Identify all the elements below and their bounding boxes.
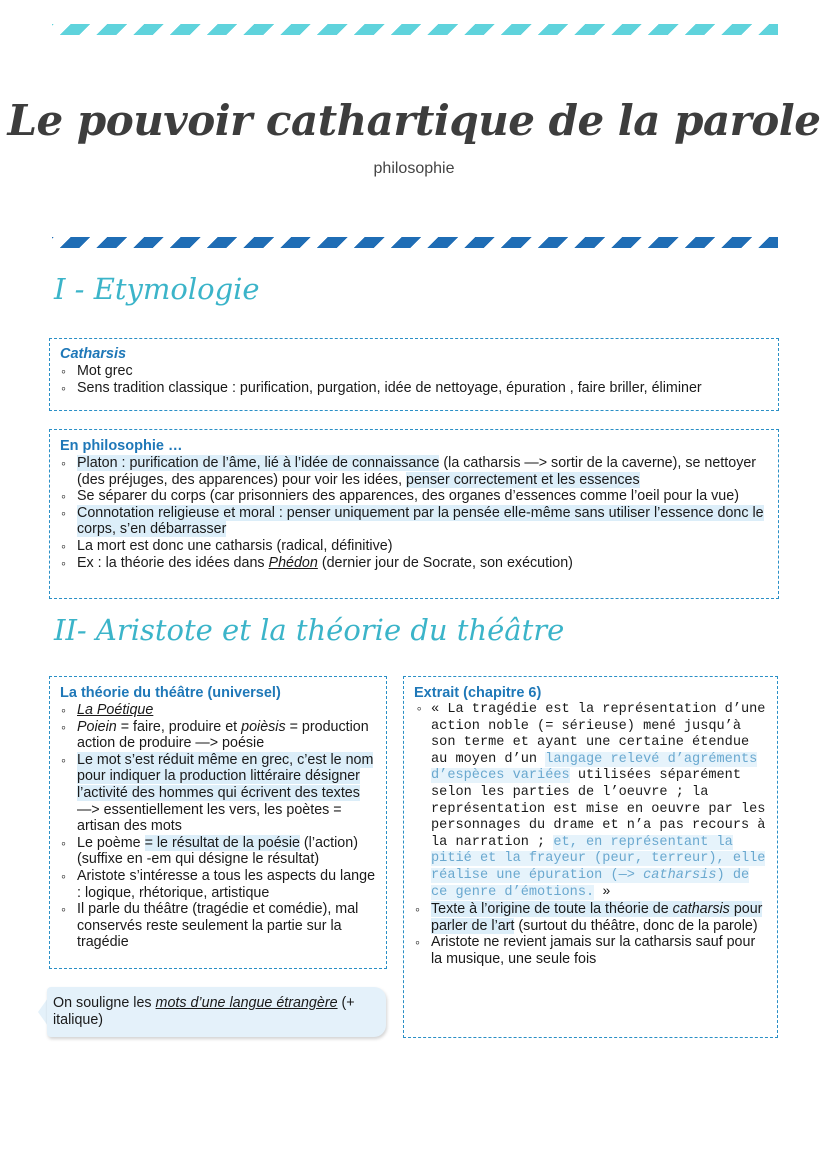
text: Le poème	[77, 834, 145, 851]
text: »	[594, 884, 611, 900]
quote-item	[414, 702, 767, 901]
highlight: Platon : purification de l’âme, lié à l’idée de connaissance	[77, 455, 440, 471]
list-item: ◦ Sens tradition classique : purification, purgation, idée de nettoyage, épuration , faire briller, éliminer	[60, 380, 768, 397]
text: Ex : la théorie des idées dans	[77, 554, 269, 571]
catharsis-box	[49, 338, 779, 411]
foreign-word: Poiein	[77, 718, 117, 735]
extrait-box-title: Extrait (chapitre 6)	[414, 685, 542, 701]
highlight: pour parler de l’art	[431, 901, 763, 934]
list-item	[414, 901, 767, 934]
section-heading-aristote: II- Aristote et la théorie du théâtre	[54, 613, 565, 647]
highlight: Connotation religieuse et moral : penser uniquement par la pensée elle-même sans utiliser l’essence donc le corps, s’en débarrasser	[77, 504, 764, 538]
list-item	[60, 752, 376, 835]
list-item	[60, 719, 376, 752]
list-item: ◦ Mot grec	[60, 363, 768, 380]
text: = faire, produire et	[116, 718, 242, 735]
highlight: et, en représentant la pitié et la frayeur (peur, terreur), elle réalise une épuration (—>	[431, 834, 766, 883]
highlight: = le résultat de la poésie	[144, 834, 300, 851]
text: utilisées séparément selon les parties de l’oeuvre ; la représentation est mise en oeuvre par les personnages du drame et n’a pas recours à la narration ;	[431, 768, 766, 850]
text: On souligne les	[53, 995, 156, 1011]
text: (l’action) (suffixe en -em qui désigne le résultat)	[77, 834, 358, 868]
highlight: langage relevé d’agréments d’espèces variées	[431, 751, 758, 784]
extrait-box	[403, 676, 778, 1038]
list-item	[60, 702, 376, 719]
highlight: Le mot s’est réduit même en grec, c’est le nom pour indiquer la production littéraire désigner l’activité des hommes qui écrivent des textes	[77, 751, 374, 801]
list-item: ◦ Se séparer du corps (car prisonniers des apparences, des organes d’essences comme l’oeil pour la vue)	[60, 488, 768, 505]
philosophie-box	[49, 429, 779, 599]
foreign-word: catharsis	[672, 901, 730, 918]
page-title: Le pouvoir cathartique de la parole	[7, 96, 821, 145]
text: (+ italique)	[53, 995, 355, 1028]
philosophie-box-title: En philosophie …	[60, 438, 183, 454]
text: (la catharsis —> sortir de la caverne), se nettoyer (des préjuges, des apparences) pour voir les idées,	[77, 455, 757, 488]
list-item: ◦ Il parle du théâtre (tragédie et comédie), mal conservés reste seulement la partie sur la tragédie	[60, 901, 376, 951]
text: —> essentiellement les vers, les poètes = artisan des mots	[77, 801, 342, 835]
philosophie-list	[60, 455, 768, 571]
list-item: ◦ La mort est donc une catharsis (radical, définitive)	[60, 538, 768, 555]
foreign-word-example: mots d’une langue étrangère	[155, 995, 338, 1011]
foreign-word: La Poétique	[77, 702, 154, 718]
catharsis-list	[60, 363, 768, 396]
highlight: ) de ce genre d’émotions.	[431, 867, 750, 900]
list-item	[60, 505, 768, 538]
note-callout	[47, 987, 386, 1037]
page-subtitle: philosophie	[373, 160, 455, 177]
theorie-box-title: La théorie du théâtre (universel)	[60, 685, 281, 701]
list-item: ◦ Aristote ne revient jamais sur la catharsis sauf pour la musique, une seule fois	[414, 934, 767, 967]
text: (dernier jour de Socrate, son exécution)	[317, 554, 573, 571]
catharsis-box-title: Catharsis	[60, 346, 127, 362]
list-item	[60, 835, 376, 868]
foreign-word: Phédon	[268, 554, 318, 571]
highlight: penser correctement et les essences	[406, 471, 640, 488]
text: (surtout du théâtre, donc de la parole)	[514, 917, 758, 934]
highlight: Texte à l’origine de toute la théorie de	[431, 901, 673, 918]
text: « La tragédie est la représentation d’une action noble (= sérieuse) mené jusqu’à son terme et ayant une certaine étendue au moyen d’un	[431, 702, 766, 767]
theorie-theatre-box	[49, 676, 387, 969]
foreign-word: catharsis	[643, 867, 717, 883]
mid-stripe-divider	[52, 237, 778, 248]
list-item	[60, 555, 768, 572]
top-stripe-divider	[52, 24, 778, 35]
foreign-word: poièsis	[241, 718, 286, 735]
list-item	[60, 455, 768, 488]
theorie-list	[60, 702, 376, 951]
text: = production action de produire —> poésie	[77, 718, 369, 752]
section-heading-etymologie: I - Etymologie	[54, 272, 260, 306]
extrait-list	[414, 702, 767, 968]
list-item: ◦ Aristote s’intéresse a tous les aspects du lange : logique, rhétorique, artistique	[60, 868, 376, 901]
